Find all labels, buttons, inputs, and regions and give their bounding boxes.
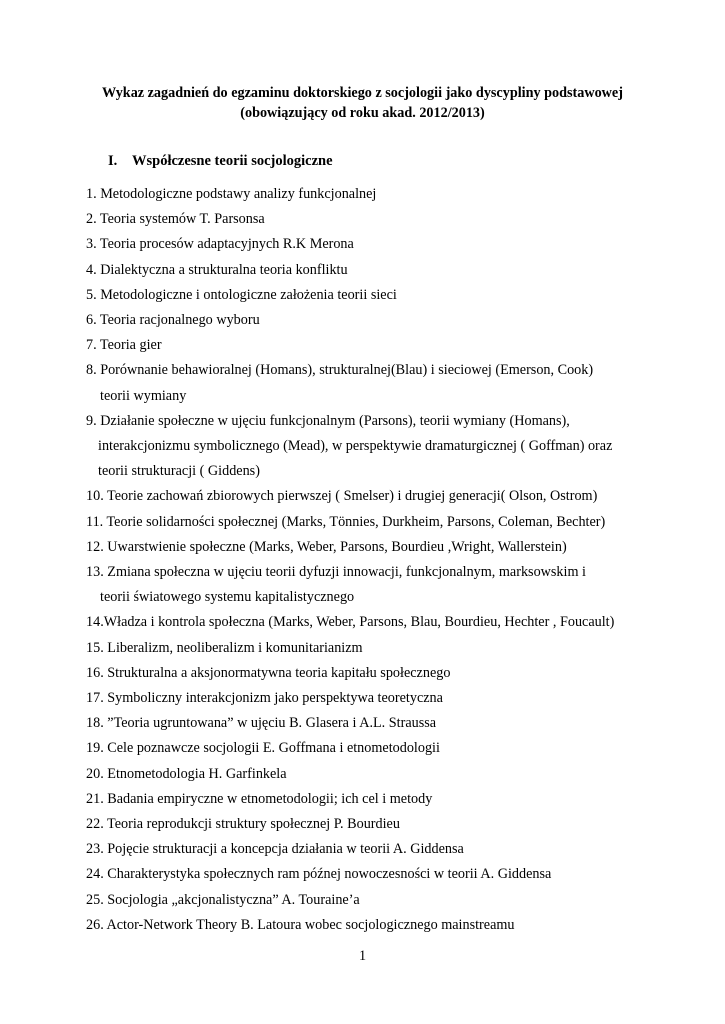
list-item-text: 19. Cele poznawcze socjologii E. Goffmana i etnometodologii [86,740,440,757]
list-item-text: 5. Metodologiczne i ontologiczne założenia teorii sieci [86,286,397,303]
list-item [86,837,686,862]
list-item [86,636,686,661]
section-title: Współczesne teorii socjologiczne [132,153,333,169]
list-item [86,535,686,560]
list-item-text: 14.Władza i kontrola społeczna (Marks, Weber, Parsons, Blau, Bourdieu, Hechter , Foucault) [86,614,615,631]
list-item-text: 23. Pojęcie strukturacji a koncepcja działania w teorii A. Giddensa [86,841,464,858]
list-item [86,333,686,358]
list-item [86,182,686,207]
list-item-continuation: teorii strukturacji ( Giddens) [98,463,260,480]
list-item [86,232,686,257]
section-heading [108,152,333,170]
title-line-1: Wykaz zagadnień do egzaminu doktorskiego z socjologii jako dyscypliny podstawowej [102,85,623,101]
list-item [86,258,686,283]
list-item-text: 6. Teoria racjonalnego wyboru [86,312,260,329]
list-item [86,862,686,887]
list-item-text: 26. Actor-Network Theory B. Latoura wobec socjologicznego mainstreamu [86,916,515,933]
list-item-text: 24. Charakterystyka społecznych ram późnej nowoczesności w teorii A. Giddensa [86,866,552,883]
list-item-text: 22. Teoria reprodukcji struktury społecznej P. Bourdieu [86,816,400,833]
list-item [86,762,686,787]
list-item [86,686,686,711]
list-item-continuation: teorii światowego systemu kapitalistycznego [100,589,355,606]
list-item-text: 12. Uwarstwienie społeczne (Marks, Weber, Parsons, Bourdieu ,Wright, Wallerstein) [86,538,567,555]
title-line-2: (obowiązujący od roku akad. 2012/2013) [240,105,485,121]
list-item [86,736,686,761]
list-item-text: 17. Symboliczny interakcjonizm jako perspektywa teoretyczna [86,690,443,707]
list-item-text: 25. Socjologia „akcjonalistyczna” A. Touraine’a [86,891,360,908]
list-item-text: 3. Teoria procesów adaptacyjnych R.K Merona [86,236,354,253]
document-title [60,83,665,123]
list-item [86,358,686,408]
list-item [86,207,686,232]
page-number: 1 [358,948,367,964]
list-item [86,484,686,509]
list-item [86,308,686,333]
list-item-text: 11. Teorie solidarności społecznej (Marks, Tönnies, Durkheim, Parsons, Coleman, Bechter) [86,513,606,530]
section-number: I. [108,153,118,169]
list-item-text: 9. Działanie społeczne w ujęciu funkcjonalnym (Parsons), teorii wymiany (Homans), [86,412,570,429]
list-item-text: 16. Strukturalna a aksjonormatywna teoria kapitału społecznego [86,664,451,681]
list-item-text: 4. Dialektyczna a strukturalna teoria konfliktu [86,261,348,278]
list-item [86,787,686,812]
list-item-continuation: teorii wymiany [100,387,187,404]
list-item-continuation: interakcjonizmu symbolicznego (Mead), w perspektywie dramaturgicznej ( Goffman) oraz [98,438,613,455]
list-item [86,913,686,938]
list-item [86,560,686,610]
list-item-text: 21. Badania empiryczne w etnometodologii; ich cel i metody [86,790,433,807]
list-item-text: 8. Porównanie behawioralnej (Homans), strukturalnej(Blau) i sieciowej (Emerson, Cook) [86,362,594,379]
list-item-text: 7. Teoria gier [86,337,162,354]
list-item [86,711,686,736]
list-item [86,409,686,485]
topic-list [86,182,686,938]
list-item [86,812,686,837]
list-item-text: 13. Zmiana społeczna w ujęciu teorii dyfuzji innowacji, funkcjonalnym, marksowskim i [86,564,586,581]
list-item [86,661,686,686]
list-item-text: 1. Metodologiczne podstawy analizy funkcjonalnej [86,186,377,202]
list-item [86,510,686,535]
list-item [86,610,686,635]
list-item-text: 18. ”Teoria ugruntowana” w ujęciu B. Glasera i A.L. Straussa [86,715,437,732]
list-item-text: 20. Etnometodologia H. Garfinkela [86,765,287,782]
list-item-text: 15. Liberalizm, neoliberalizm i komunitarianizm [86,639,363,656]
list-item-text: 10. Teorie zachowań zbiorowych pierwszej ( Smelser) i drugiej generacji( Olson, Ostrom) [86,488,598,505]
list-item [86,283,686,308]
list-item [86,888,686,913]
list-item-text: 2. Teoria systemów T. Parsonsa [86,211,265,228]
